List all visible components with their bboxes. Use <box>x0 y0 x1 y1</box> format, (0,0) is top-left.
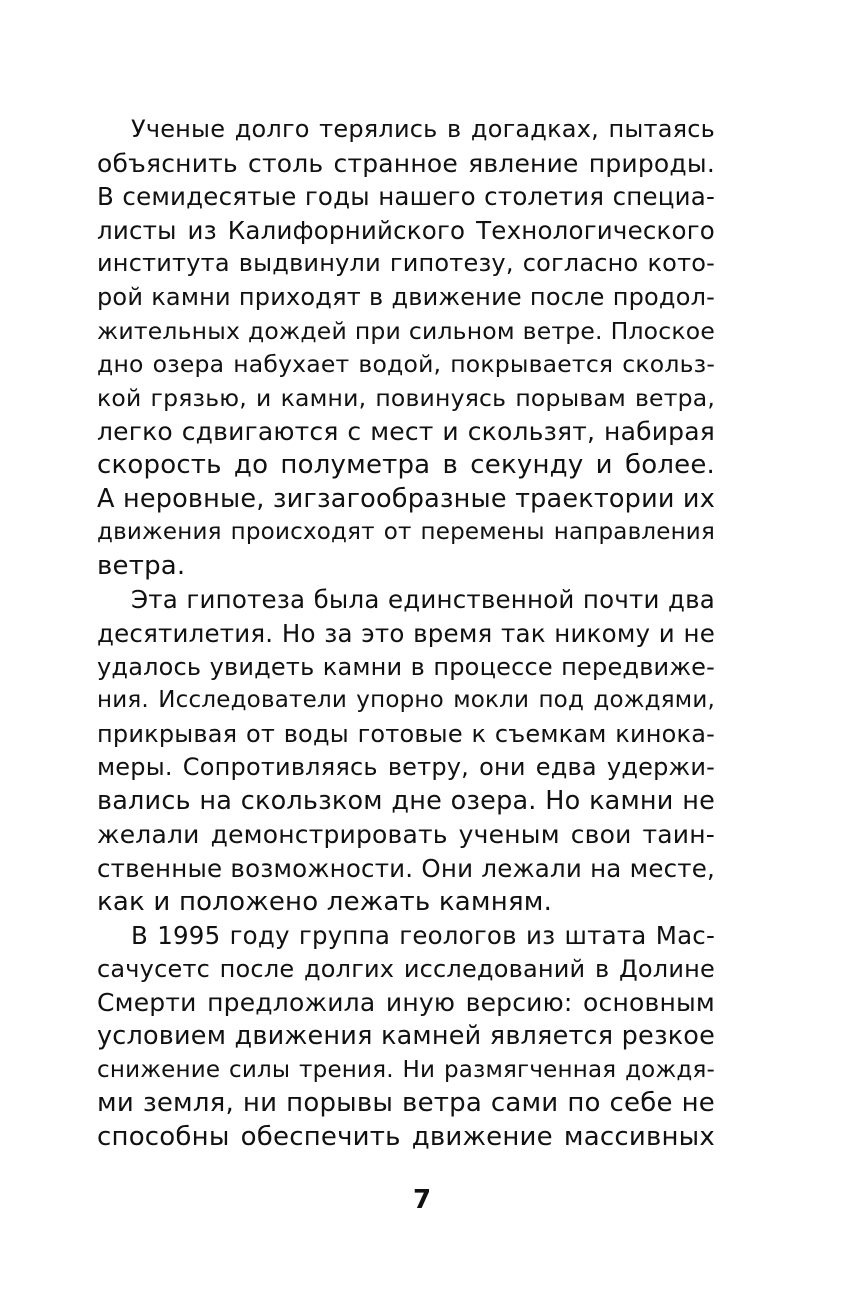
text-line: листы из Калифорнийского Технологического <box>97 215 715 245</box>
text-line: института выдвинули гипотезу, согласно кото- <box>97 249 715 278</box>
paragraph-2 <box>97 583 715 919</box>
text-line: Смерти предложила иную версию: основным <box>97 988 715 1018</box>
text-line: ния. Исследователи упорно мокли под дождями, <box>97 687 715 714</box>
paragraph-1 <box>97 113 715 583</box>
text-line: вались на скользком дне озера. Но камни не <box>97 785 715 816</box>
text-line: жительных дождей при сильном ветре. Плоское <box>97 316 715 345</box>
text-line: как и положено лежать камням. <box>97 886 553 917</box>
text-line: ми земля, ни порывы ветра сами по себе не <box>97 1088 715 1119</box>
page-body <box>97 113 715 1154</box>
text-line: желали демонстрировать ученым свои таин- <box>97 820 715 850</box>
text-line: скорость до полуметра в секунду и более. <box>97 449 715 480</box>
paragraph-3 <box>97 919 715 1154</box>
text-line: рой камни приходят в движение после продол- <box>97 282 715 311</box>
text-line: В 1995 году группа геологов из штата Мас- <box>131 921 715 951</box>
page-number: 7 <box>412 1185 432 1215</box>
text-line: ветра. <box>97 550 186 581</box>
text-line: В семидесятые годы нашего столетия специа- <box>97 182 715 212</box>
text-line: кой грязью, и камни, повинуясь порывам ветра, <box>97 383 715 412</box>
text-line: дно озера набухает водой, покрывается скольз- <box>97 350 715 379</box>
text-line: десятилетия. Но за это время так никому и не <box>97 618 715 648</box>
text-line: способны обеспечить движение массивных <box>97 1121 715 1152</box>
text-line: объяснить столь странное явление природы. <box>97 148 715 178</box>
text-line: прикрывая от воды готовые к съемкам кинока- <box>97 719 715 748</box>
text-line: движения происходят от перемены направления <box>97 519 715 546</box>
text-line: легко сдвигаются с мест и скользят, набирая <box>97 417 715 447</box>
text-line: сачусетс после долгих исследований в Долине <box>97 954 715 983</box>
text-line: снижение силы трения. Ни размягченная дождя- <box>97 1056 715 1083</box>
text-line: Эта гипотеза была единственной почти два <box>131 585 715 615</box>
text-line: условием движения камней является резкое <box>97 1021 715 1052</box>
text-line: А неровные, зигзагообразные траектории их <box>97 483 715 514</box>
text-line: удалось увидеть камни в процессе передвиже- <box>97 652 715 681</box>
text-line: меры. Сопротивляясь ветру, они едва удержи- <box>97 753 715 782</box>
text-line: Ученые долго терялись в догадках, пытаясь <box>131 115 715 143</box>
text-line: ственные возможности. Они лежали на месте, <box>97 854 715 884</box>
